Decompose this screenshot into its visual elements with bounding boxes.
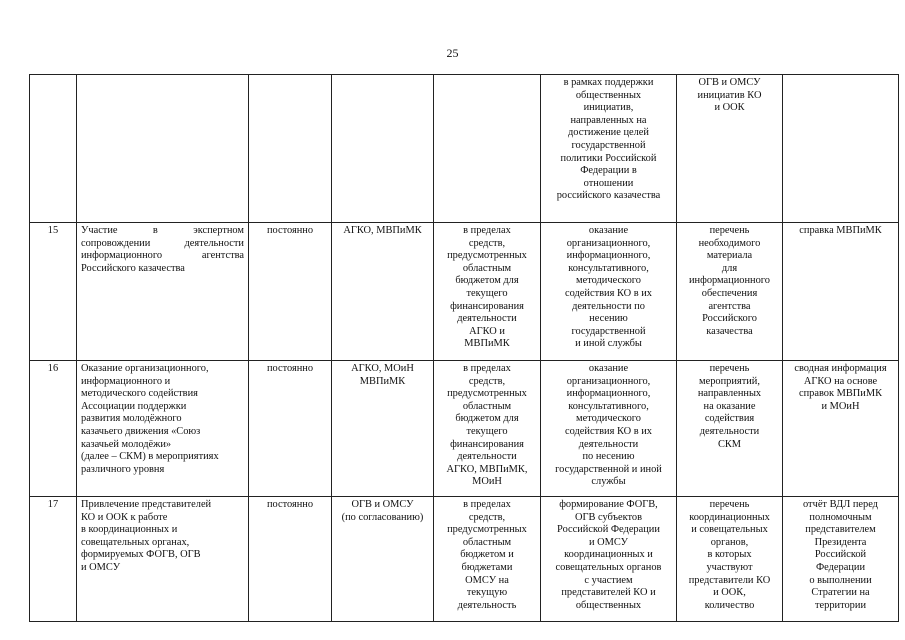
cell-line: содействия КО в их [565, 425, 652, 437]
cell-line: деятельности [457, 313, 517, 325]
cell-line: КО и ООК к работе [81, 511, 168, 523]
cell-line: Федерации в [580, 165, 637, 177]
cell-line: службы [591, 476, 626, 488]
cell-line: АГКО, МВПиМК [343, 225, 422, 236]
cell-line: организационного, [566, 375, 651, 387]
table-row [30, 75, 899, 223]
cell-text: постоянно [266, 225, 314, 236]
cell-line: Привлечение представителей [81, 499, 212, 510]
cell-line: в пределах [463, 499, 511, 510]
cell-line: инициатив, [583, 102, 634, 114]
cell-line: и совещательных [691, 524, 768, 536]
cell-report [783, 361, 899, 497]
cell-line: перечень [709, 499, 750, 510]
cell-indicator [677, 361, 783, 497]
cell-line: деятельности [699, 425, 760, 437]
cell-line: оказание [588, 225, 629, 236]
cell-event [77, 223, 249, 361]
cell-line: консультативного, [568, 400, 649, 412]
cell-line: и МОиН [821, 400, 860, 412]
cell-line: в которых [707, 549, 752, 561]
cell-line: казачества [706, 325, 753, 337]
cell-line: по несению [582, 451, 635, 463]
cell-line: областным [462, 262, 512, 274]
cell-line: Участие в экспертном сопровождении деятельности информационного агентства Российского казачества [81, 225, 244, 274]
cell-line: МВПиМК [359, 375, 406, 387]
cell-line: в координационных и [81, 524, 178, 536]
cell-line: АГКО на основе [803, 375, 878, 387]
cell-line: ОГВ субъектов [574, 511, 642, 523]
cell-line: методического [576, 413, 641, 425]
cell-line: методического [576, 275, 641, 287]
cell-line: казачьей молодёжи» [81, 438, 172, 450]
cell-line: АГКО, МВПиМК, [446, 463, 528, 475]
cell-line: бюджетом для [455, 275, 519, 287]
cell-line: справок МВПиМК [798, 388, 883, 400]
cell-indicator [677, 75, 783, 223]
cell-goal [541, 75, 677, 223]
cell-line: координационных [689, 511, 770, 523]
cell-line: областным [462, 400, 512, 412]
cell-text: постоянно [266, 499, 314, 510]
cell-line: информационного, [566, 388, 651, 400]
cell-line: деятельности [578, 438, 639, 450]
cell-line: Стратегии на [811, 587, 870, 599]
cell-event [77, 361, 249, 497]
cell-line: Федерации [815, 561, 866, 573]
cell-line: участвуют [706, 561, 753, 573]
cell-indicator [677, 497, 783, 622]
cell-term [249, 497, 332, 622]
table-row [30, 497, 899, 622]
cell-goal [541, 361, 677, 497]
cell-line: деятельности [457, 451, 517, 463]
cell-line: сводная информация [794, 363, 887, 374]
cell-line: ОГВ и ОМСУ [698, 77, 761, 88]
cell-line: деятельности по [572, 300, 645, 312]
cell-number [30, 223, 77, 361]
cell-goal [541, 223, 677, 361]
cell-line: общественных [575, 599, 642, 611]
cell-line: средств, [468, 237, 506, 249]
cell-line: Российской [814, 549, 867, 561]
cell-line: и ООК, [713, 587, 746, 599]
cell-line: государственной [571, 139, 646, 151]
cell-indicator [677, 223, 783, 361]
cell-line: для [721, 262, 738, 274]
cell-line: в пределах [463, 363, 511, 374]
cell-line: информационного и [81, 375, 171, 387]
cell-line: МОиН [472, 476, 502, 488]
cell-line: российского казачества [556, 190, 661, 202]
cell-line: политики Российской [560, 152, 657, 164]
cell-line: направленных на [570, 114, 647, 126]
cell-term [249, 75, 332, 223]
cell-line: в пределах [463, 225, 511, 236]
cell-line: казачьего движения «Союз [81, 425, 201, 437]
table-row [30, 223, 899, 361]
cell-line: совещательных органах, [81, 536, 190, 548]
cell-funding [434, 223, 541, 361]
cell-line: агентства [708, 300, 751, 312]
cell-line: Президента [814, 536, 867, 548]
cell-line: перечень [709, 363, 750, 374]
cell-line: необходимого [698, 237, 761, 249]
cell-line: информационного [688, 275, 771, 287]
cell-line: координационных и [564, 549, 653, 561]
cell-line: текущего [466, 425, 508, 437]
cell-line: АГКО и [469, 325, 505, 337]
cell-line: текущего [466, 287, 508, 299]
cell-line: Оказание организационного, [81, 363, 209, 374]
cell-executors [332, 223, 434, 361]
cell-line: (далее – СКМ) в мероприятиях [81, 451, 219, 463]
cell-funding [434, 361, 541, 497]
cell-line: бюджетами [461, 561, 513, 573]
cell-line: развития молодёжного [81, 413, 182, 425]
cell-line: бюджетом для [455, 413, 519, 425]
cell-line: Ассоциации поддержки [81, 400, 187, 412]
cell-line: финансирования [450, 300, 524, 312]
cell-line: и ОМСУ [81, 561, 121, 573]
cell-line: СКМ [717, 438, 742, 450]
cell-line: инициатив КО [697, 89, 762, 101]
cell-line: ОГВ и ОМСУ [351, 499, 414, 510]
cell-line: содействия КО в их [565, 287, 652, 299]
cell-report [783, 75, 899, 223]
cell-line: предусмотренных [447, 250, 527, 262]
cell-text: 17 [47, 499, 59, 510]
cell-line: на оказание [703, 400, 756, 412]
cell-line: формируемых ФОГВ, ОГВ [81, 549, 201, 561]
cell-line: о выполнении [809, 574, 872, 586]
cell-event [77, 497, 249, 622]
cell-line: средств, [468, 375, 506, 387]
plan-table [29, 74, 899, 622]
cell-goal [541, 497, 677, 622]
cell-line: обеспечения [701, 287, 758, 299]
cell-line: направленных [697, 388, 762, 400]
cell-line: совещательных органов [555, 561, 662, 573]
cell-line: информационного, [566, 250, 651, 262]
cell-line: количество [704, 599, 755, 611]
cell-line: отношении [583, 177, 634, 189]
cell-line: (по согласованию) [341, 511, 424, 523]
cell-line: консультативного, [568, 262, 649, 274]
table-body [30, 75, 899, 622]
cell-executors [332, 361, 434, 497]
cell-line: и ООК [714, 102, 745, 114]
cell-line: представителей КО и [561, 587, 656, 599]
cell-line: АГКО, МОиН [351, 363, 414, 374]
cell-line: отчёт ВДЛ перед [803, 499, 878, 510]
cell-line: материала [706, 250, 753, 262]
cell-term [249, 361, 332, 497]
cell-line: перечень [709, 225, 750, 236]
cell-text: постоянно [266, 363, 314, 374]
cell-line: с участием [584, 574, 633, 586]
cell-event [77, 75, 249, 223]
cell-line: предусмотренных [447, 388, 527, 400]
cell-term [249, 223, 332, 361]
cell-line: текущую [466, 587, 508, 599]
cell-executors [332, 75, 434, 223]
cell-line: достижение целей [568, 127, 649, 139]
cell-line: органов, [710, 536, 749, 548]
cell-line: несению [589, 313, 628, 325]
cell-line: Российской Федерации [557, 524, 660, 536]
cell-line: мероприятий, [699, 375, 760, 387]
cell-line: Российского [702, 313, 757, 325]
cell-funding [434, 75, 541, 223]
cell-report [783, 497, 899, 622]
cell-line: предусмотренных [447, 524, 527, 536]
cell-line: бюджетом и [460, 549, 514, 561]
cell-line: и иной службы [575, 338, 642, 350]
cell-text: 16 [47, 363, 59, 374]
cell-line: средств, [468, 511, 506, 523]
cell-line: в рамках поддержки [563, 77, 654, 88]
cell-funding [434, 497, 541, 622]
cell-line: и ОМСУ [588, 536, 629, 548]
cell-line: полномочным [809, 511, 872, 523]
cell-line: различного уровня [81, 463, 165, 475]
page-number: 25 [446, 46, 459, 60]
cell-line: содействия [704, 413, 755, 425]
cell-number [30, 497, 77, 622]
cell-line: МВПиМК [464, 338, 510, 350]
cell-line: представители КО [688, 574, 771, 586]
cell-line: организационного, [566, 237, 651, 249]
cell-number [30, 75, 77, 223]
cell-line: деятельность [457, 599, 517, 611]
cell-line: методического содействия [81, 388, 198, 400]
cell-report [783, 223, 899, 361]
cell-line: государственной [571, 325, 646, 337]
cell-executors [332, 497, 434, 622]
cell-line: ОМСУ на [465, 574, 509, 586]
cell-line: финансирования [450, 438, 524, 450]
cell-line: государственной и иной [555, 463, 662, 475]
cell-text: 15 [47, 225, 59, 236]
cell-line: областным [462, 536, 512, 548]
cell-line: представителем [805, 524, 876, 536]
cell-line: оказание [588, 363, 629, 374]
cell-line: справка МВПиМК [799, 225, 882, 236]
cell-line: общественных [575, 89, 642, 101]
cell-line: территории [814, 599, 867, 611]
table-row [30, 361, 899, 497]
cell-line: формирование ФОГВ, [559, 499, 658, 510]
cell-number [30, 361, 77, 497]
